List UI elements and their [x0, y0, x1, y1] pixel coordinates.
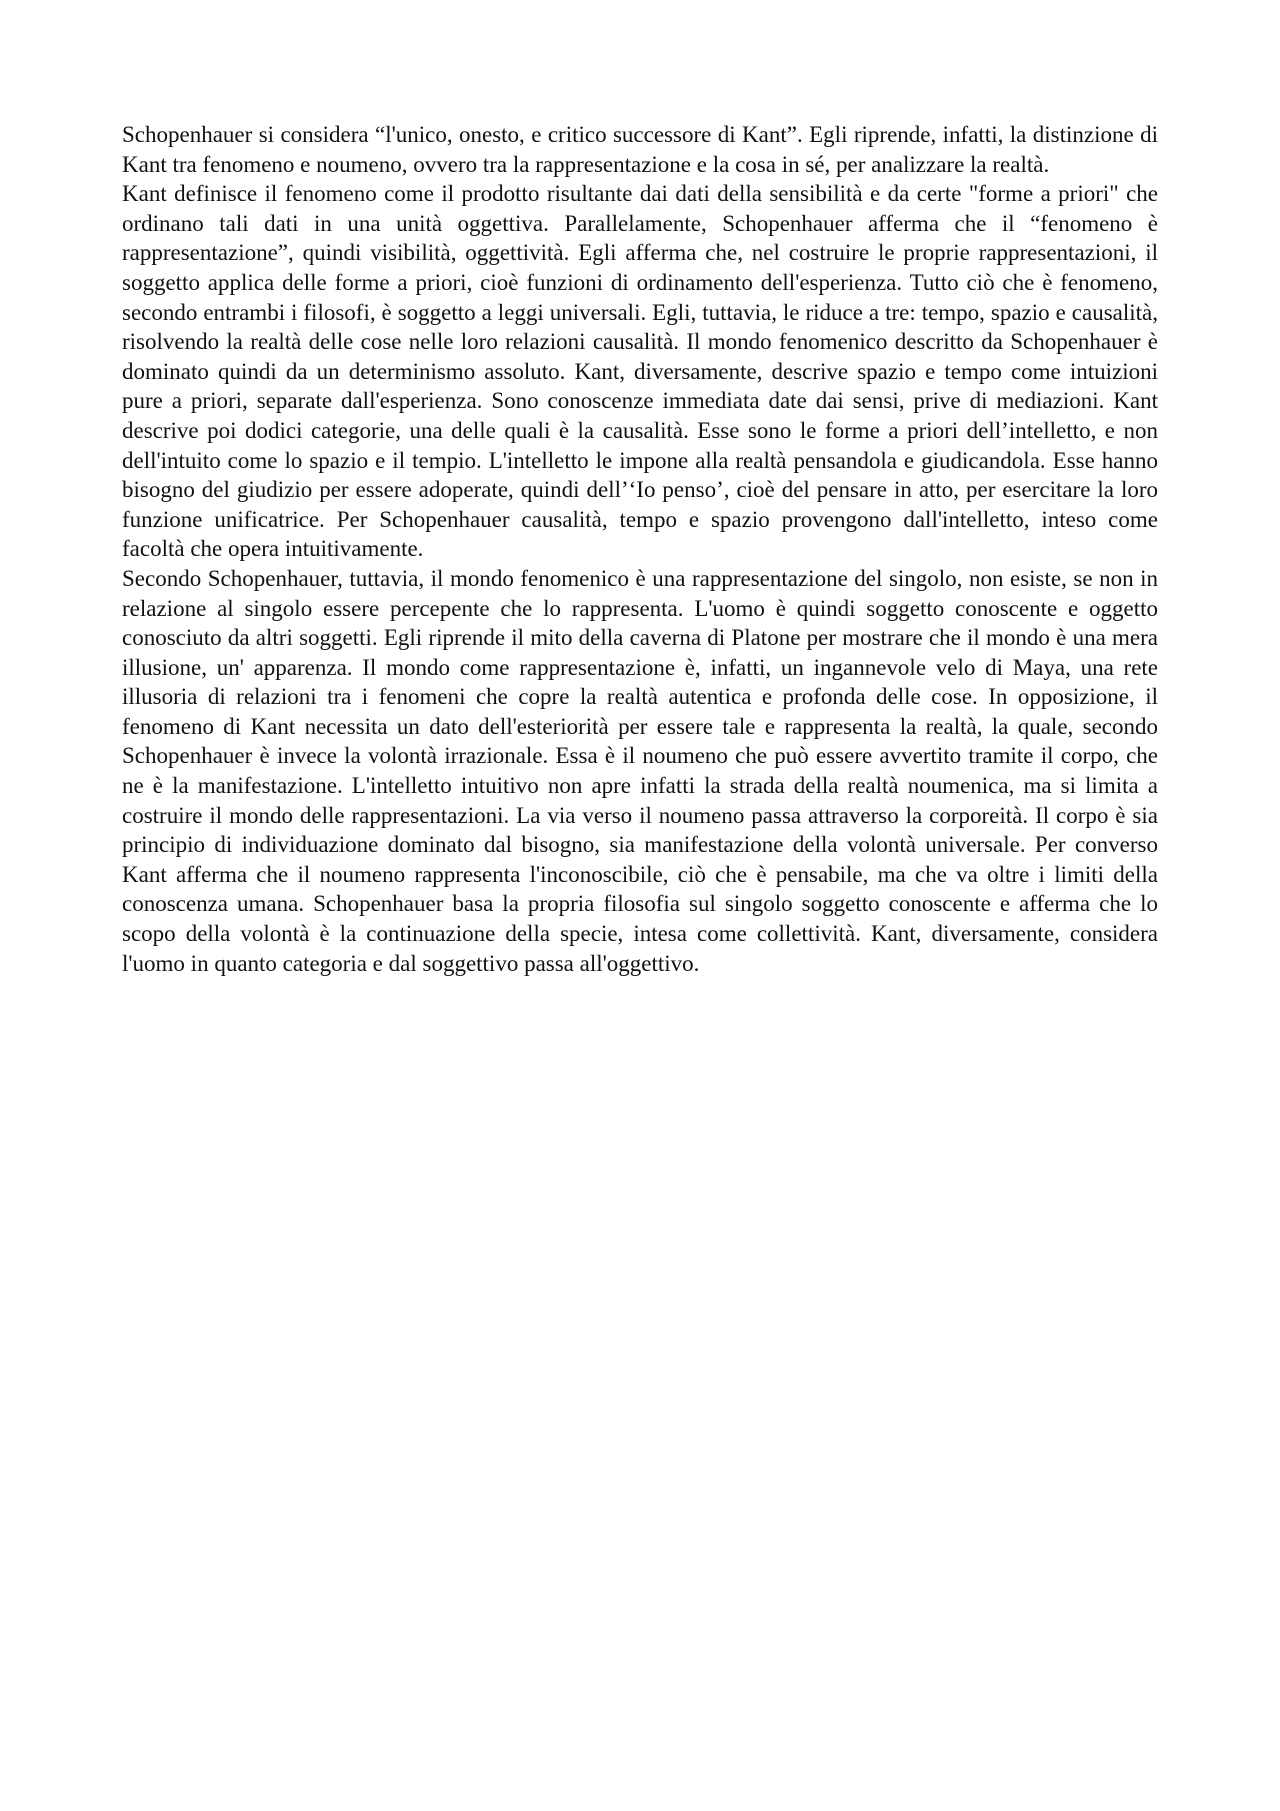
- paragraph-1: Schopenhauer si considera “l'unico, onesto, e critico successore di Kant”. Egli riprende, infatti, la distinzione di Kant tra fenomeno e noumeno, ovvero tra la rappresentazione e la cosa in sé, per analizzare la realtà.: [122, 122, 1158, 177]
- body-text: [122, 120, 1158, 978]
- paragraph-2: Kant definisce il fenomeno come il prodotto risultante dai dati della sensibilità e da certe "forme a priori" che ordinano tali dati in una unità oggettiva. Parallelamente, Schopenhauer afferma che il “fenomeno è rappresentazione”, quindi visibilità, oggettività. Egli afferma che, nel costruire le proprie rappresentazioni, il soggetto applica delle forme a priori, cioè funzioni di ordinamento dell'esperienza. Tutto ciò che è fenomeno, secondo entrambi i filosofi, è soggetto a leggi universali. Egli, tuttavia, le riduce a tre: tempo, spazio e causalità, risolvendo la realtà delle cose nelle loro relazioni causalità. Il mondo fenomenico descritto da Schopenhauer è dominato quindi da un determinismo assoluto. Kant, diversamente, descrive spazio e tempo come intuizioni pure a priori, separate dall'esperienza. Sono conoscenze immediata date dai sensi, prive di mediazioni. Kant descrive poi dodici categorie, una delle quali è la causalità. Esse sono le forme a priori dell’intelletto, e non dell'intuito come lo spazio e il tempio. L'intelletto le impone alla realtà pensandola e giudicandola. Esse hanno bisogno del giudizio per essere adoperate, quindi dell’‘Io penso’, cioè del pensare in atto, per esercitare la loro funzione unificatrice. Per Schopenhauer causalità, tempo e spazio provengono dall'intelletto, inteso come facoltà che opera intuitivamente.: [122, 181, 1158, 562]
- paragraph-3: Secondo Schopenhauer, tuttavia, il mondo fenomenico è una rappresentazione del singolo, non esiste, se non in relazione al singolo essere percepente che lo rappresenta. L'uomo è quindi soggetto conoscente e oggetto conosciuto da altri soggetti. Egli riprende il mito della caverna di Platone per mostrare che il mondo è una mera illusione, un' apparenza. Il mondo come rappresentazione è, infatti, un ingannevole velo di Maya, una rete illusoria di relazioni tra i fenomeni che copre la realtà autentica e profonda delle cose. In opposizione, il fenomeno di Kant necessita un dato dell'esteriorità per essere tale e rappresenta la realtà, la quale, secondo Schopenhauer è invece la volontà irrazionale. Essa è il noumeno che può essere avvertito tramite il corpo, che ne è la manifestazione. L'intelletto intuitivo non apre infatti la strada della realtà noumenica, ma si limita a costruire il mondo delle rappresentazioni. La via verso il noumeno passa attraverso la corporeità. Il corpo è sia principio di individuazione dominato dal bisogno, sia manifestazione della volontà universale. Per converso Kant afferma che il noumeno rappresenta l'inconoscibile, ciò che è pensabile, ma che va oltre i limiti della conoscenza umana. Schopenhauer basa la propria filosofia sul singolo soggetto conoscente e afferma che lo scopo della volontà è la continuazione della specie, intesa come collettività. Kant, diversamente, considera l'uomo in quanto categoria e dal soggettivo passa all'oggettivo.: [122, 565, 1158, 976]
